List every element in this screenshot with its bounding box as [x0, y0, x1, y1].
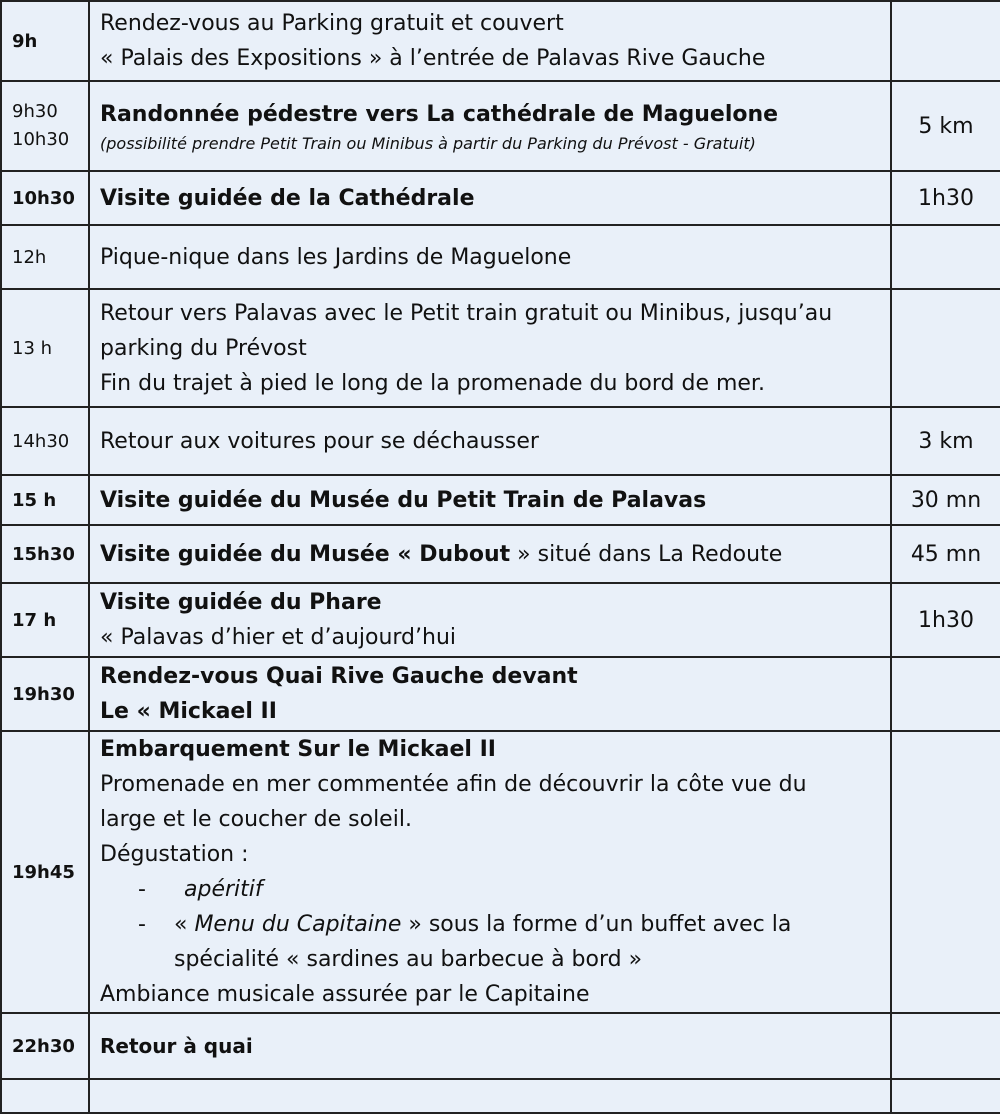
description-cell [89, 657, 891, 731]
table-row [1, 525, 1000, 583]
time-cell: 12h [1, 225, 89, 289]
duration-cell: 30 mn [891, 475, 1000, 525]
duration-cell: 1h30 [891, 583, 1000, 657]
duration-cell: 5 km [891, 81, 1000, 171]
duration-cell [891, 731, 1000, 1013]
table-row [1, 1013, 1000, 1079]
activity-title: Visite guidée du Phare [100, 590, 382, 615]
duration-cell [891, 1079, 1000, 1113]
description-line: Le « Mickael II [100, 699, 277, 724]
quote-open: « [174, 912, 195, 937]
description-cell [89, 1079, 891, 1113]
activity-title: Randonnée pédestre vers La cathédrale de Maguelone [100, 101, 779, 127]
description-line: Fin du trajet à pied le long de la promenade du bord de mer. [100, 370, 765, 396]
list-item [100, 907, 880, 977]
description-line: Rendez-vous au Parking gratuit et couvert [100, 11, 564, 36]
activity-title: Retour à quai [89, 1013, 891, 1079]
list-item-rest: » sous la forme d’un buffet avec la [401, 912, 792, 937]
description-cell [89, 1, 891, 81]
table-row [1, 731, 1000, 1013]
duration-cell [891, 225, 1000, 289]
bullet-dash: - [138, 877, 146, 902]
description-line: Retour vers Palavas avec le Petit train gratuit ou Minibus, jusqu’au [100, 300, 833, 326]
table-row [1, 407, 1000, 475]
description-cell [89, 289, 891, 407]
description-line: « Palavas d’hier et d’aujourd’hui [100, 625, 457, 650]
time-end: 10h30 [12, 129, 70, 150]
description-line: Promenade en mer commentée afin de découvrir la côte vue du [100, 772, 807, 797]
description-cell: Retour aux voitures pour se déchausser [89, 407, 891, 475]
table-row [1, 657, 1000, 731]
description-cell: Pique-nique dans les Jardins de Maguelone [89, 225, 891, 289]
description-line: Ambiance musicale assurée par le Capitaine [100, 982, 590, 1007]
duration-cell: 1h30 [891, 171, 1000, 225]
bullet-dash: - [138, 912, 146, 937]
list-item-text: apéritif [184, 877, 263, 902]
table-row [1, 1, 1000, 81]
duration-cell [891, 289, 1000, 407]
list-item-text [136, 907, 880, 942]
description-cell [89, 81, 891, 171]
list-item-continuation: spécialité « sardines au barbecue à bord » [174, 947, 643, 972]
duration-cell [891, 1, 1000, 81]
time-cell: 13 h [1, 289, 89, 407]
activity-title: Visite guidée du Musée « Dubout [100, 541, 511, 567]
description-cell [89, 731, 891, 1013]
time-cell [1, 1079, 89, 1113]
activity-location: » situé dans La Redoute [510, 541, 783, 567]
duration-cell [891, 657, 1000, 731]
table-row [1, 475, 1000, 525]
description-cell [89, 525, 891, 583]
time-cell: 17 h [1, 583, 89, 657]
activity-title: Embarquement Sur le Mickael II [100, 737, 496, 762]
time-cell: 19h30 [1, 657, 89, 731]
description-cell [89, 583, 891, 657]
time-cell: 19h45 [1, 731, 89, 1013]
table-row [1, 225, 1000, 289]
time-start: 9h30 [12, 101, 58, 122]
description-line: Rendez-vous Quai Rive Gauche devant [100, 664, 578, 689]
time-cell: 22h30 [1, 1013, 89, 1079]
time-cell [1, 81, 89, 171]
table-row [1, 289, 1000, 407]
table-row [1, 583, 1000, 657]
table-row [1, 171, 1000, 225]
activity-title: Visite guidée du Musée du Petit Train de Palavas [89, 475, 891, 525]
duration-cell: 3 km [891, 407, 1000, 475]
duration-cell [891, 1013, 1000, 1079]
time-cell: 15 h [1, 475, 89, 525]
description-line: parking du Prévost [100, 335, 307, 361]
description-line: « Palais des Expositions » à l’entrée de Palavas Rive Gauche [100, 46, 766, 71]
activity-note: (possibilité prendre Petit Train ou Minibus à partir du Parking du Prévost - Gratuit) [100, 133, 756, 153]
description-line: large et le coucher de soleil. [100, 807, 412, 832]
activity-title: Visite guidée de la Cathédrale [89, 171, 891, 225]
time-cell: 15h30 [1, 525, 89, 583]
table-row [1, 1079, 1000, 1113]
duration-cell: 45 mn [891, 525, 1000, 583]
table-row [1, 81, 1000, 171]
time-cell: 10h30 [1, 171, 89, 225]
description-line: Dégustation : [100, 842, 249, 867]
time-cell: 14h30 [1, 407, 89, 475]
time-cell: 9h [1, 1, 89, 81]
menu-name: Menu du Capitaine [194, 912, 402, 937]
list-item [100, 872, 880, 907]
